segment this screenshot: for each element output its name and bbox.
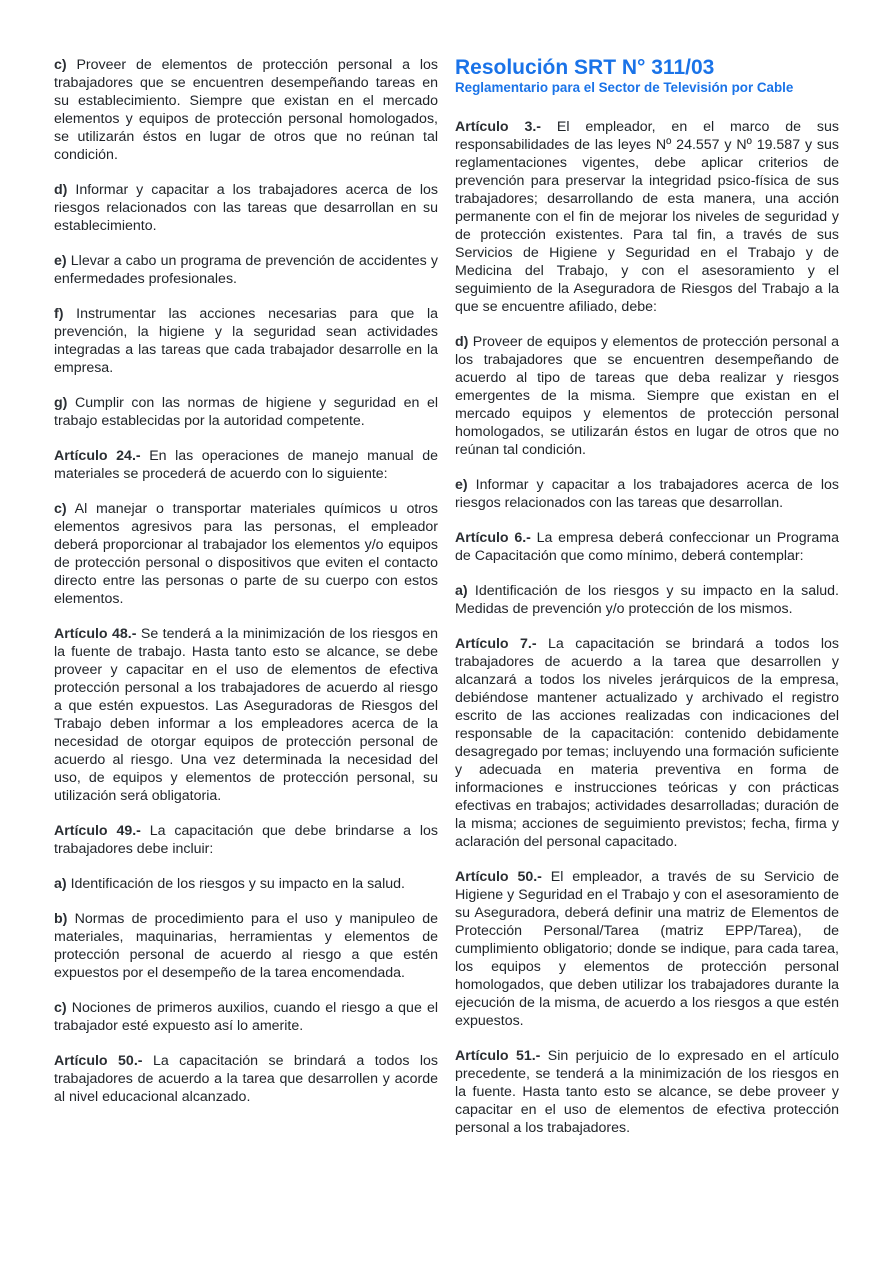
- paragraph-a-identificacion-riesgos: [54, 875, 438, 893]
- paragraph-lead: a): [54, 876, 67, 892]
- paragraph-d-proveer-equipos: [455, 333, 839, 459]
- paragraph-lead: Artículo 50.-: [455, 869, 542, 885]
- paragraph-text: Identificación de los riesgos y su impacto en la salud.: [66, 876, 405, 892]
- paragraph-c-primeros-auxilios: [54, 999, 438, 1035]
- paragraph-articulo-50-matriz: [455, 868, 839, 1030]
- section-heading-subtitle: Reglamentario para el Sector de Televisión por Cable: [455, 80, 794, 95]
- paragraph-lead: e): [455, 477, 468, 493]
- right-column: [455, 56, 839, 1154]
- paragraph-articulo-50-capacitacion: [54, 1052, 438, 1106]
- paragraph-lead: g): [54, 395, 68, 411]
- paragraph-text: Cumplir con las normas de higiene y seguridad en el trabajo establecidas por la autoridad competente.: [54, 395, 438, 429]
- paragraph-text: Se tenderá a la minimización de los riesgos en la fuente de trabajo. Hasta tanto esto se alcance, se debe proveer y capacitar en el uso de elementos de efectiva protección personal a los trabajadores de acuerdo al riesgo a que estén expuestos. Las Aseguradoras de Riesgos del Trabajo deben informar a los empleadores acerca de la necesidad de otorgar equipos de protección personal de acuerdo al riesgo. Una vez determinada la necesidad del uso, de equipos y elementos de protección personal, su utilización será obligatoria.: [54, 626, 438, 804]
- paragraph-text: La capacitación se brindará a todos los trabajadores de acuerdo a la tarea que desarrollen y alcanzará a todos los niveles jerárquicos de la empresa, debiéndose mantener actualizado y archivado el registro escrito de las acciones realizadas con indicaciones del responsable de la capacitación: contenido debidamente desagregado por temas; incluyendo una formación suficiente y adecuada en materia preventiva en forma de informaciones e instrucciones teóricas y con prácticas efectivas en trabajos; actividades desarrolladas; duración de la misma; acciones de seguimiento previstos; fecha, firma y aclaración del personal capacitado.: [455, 636, 839, 850]
- paragraph-text: Normas de procedimiento para el uso y manipuleo de materiales, maquinarias, herramientas y elementos de protección personal de acuerdo al riesgo a que estén expuestos por el desempeño de la tarea encomendada.: [54, 911, 438, 981]
- paragraph-text: Sin perjuicio de lo expresado en el artículo precedente, se tenderá a la minimización de los riesgos en la fuente. Hasta tanto esto se alcance, se debe proveer y capacitar en el uso de elementos de efectiva protección personal a los trabajadores.: [455, 1048, 839, 1136]
- paragraph-articulo-7: [455, 635, 839, 851]
- paragraph-text: Identificación de los riesgos y su impacto en la salud. Medidas de prevención y/o protección de los mismos.: [455, 583, 839, 617]
- paragraph-text: Informar y capacitar a los trabajadores acerca de los riesgos relacionados con las tareas que desarrollan en su establecimiento.: [54, 182, 438, 234]
- paragraph-lead: a): [455, 583, 468, 599]
- paragraph-text: La capacitación se brindará a todos los trabajadores de acuerdo a la tarea que desarrollen y acorde al nivel educacional alcanzado.: [54, 1053, 438, 1105]
- paragraph-lead: Artículo 48.-: [54, 626, 137, 642]
- paragraph-articulo-24: [54, 447, 438, 483]
- paragraph-c-proveer-elementos: [54, 56, 438, 164]
- paragraph-text: En las operaciones de manejo manual de materiales se procederá de acuerdo con lo siguiente:: [54, 448, 438, 482]
- paragraph-text: Informar y capacitar a los trabajadores acerca de los riesgos relacionados con las tareas que desarrollan.: [455, 477, 839, 511]
- paragraph-lead: Artículo 50.-: [54, 1053, 143, 1069]
- paragraph-lead: Artículo 3.-: [455, 119, 542, 135]
- paragraph-f-instrumentar-acciones: [54, 305, 438, 377]
- paragraph-text: Llevar a cabo un programa de prevención de accidentes y enfermedades profesionales.: [54, 253, 438, 287]
- paragraph-articulo-48: [54, 625, 438, 805]
- paragraph-c-materiales-quimicos: [54, 500, 438, 608]
- paragraph-d-informar-capacitar: [54, 181, 438, 235]
- paragraph-g-cumplir-normas: [54, 394, 438, 430]
- paragraph-e-informar-capacitar: [455, 476, 839, 512]
- paragraph-lead: Artículo 7.-: [455, 636, 537, 652]
- paragraph-lead: c): [54, 1000, 67, 1016]
- paragraph-articulo-3: [455, 118, 839, 316]
- paragraph-text: Nociones de primeros auxilios, cuando el riesgo a que el trabajador esté expuesto así lo amerite.: [54, 1000, 438, 1034]
- paragraph-text: Instrumentar las acciones necesarias para que la prevención, la higiene y la seguridad sean actividades integradas a las tareas que cada trabajador desarrolle en la empresa.: [54, 306, 438, 376]
- paragraph-text: Proveer de equipos y elementos de protección personal a los trabajadores que se encuentren desempeñando de acuerdo al tipo de tareas que deba realizar y riesgos emergentes de la misma. Siempre que existan en el mercado equipos y elementos de protección personal homologados, se utilizarán éstos en lugar de otros que no reúnan tal condición.: [455, 334, 839, 458]
- paragraph-articulo-6: [455, 529, 839, 565]
- paragraph-lead: b): [54, 911, 68, 927]
- paragraph-text: Proveer de elementos de protección personal a los trabajadores que se encuentren desempeñando tareas en su establecimiento. Siempre que existan en el mercado elementos y equipos de protección personal homologados, se utilizarán éstos en lugar de otros que no reúnan tal condición.: [54, 57, 438, 163]
- paragraph-text: La empresa deberá confeccionar un Programa de Capacitación que como mínimo, deberá contemplar:: [455, 530, 839, 564]
- paragraph-text: La capacitación que debe brindarse a los trabajadores debe incluir:: [54, 823, 438, 857]
- paragraph-lead: c): [54, 57, 67, 73]
- paragraph-lead: d): [54, 182, 68, 198]
- paragraph-b-normas-procedimiento: [54, 910, 438, 982]
- paragraph-lead: Artículo 49.-: [54, 823, 141, 839]
- left-column: [54, 56, 438, 1123]
- paragraph-text: Al manejar o transportar materiales químicos u otros elementos agresivos para las personas, el empleador deberá proporcionar al trabajador los elementos y/o equipos de protección personal o dispositivos que eviten el contacto directo entre las personas o parte de su cuerpo con estos elementos.: [54, 501, 438, 607]
- paragraph-e-programa-prevencion: [54, 252, 438, 288]
- paragraph-a-identificacion-medidas: [455, 582, 839, 618]
- paragraph-lead: c): [54, 501, 67, 517]
- paragraph-lead: e): [54, 253, 67, 269]
- paragraph-articulo-51: [455, 1047, 839, 1137]
- paragraph-text: El empleador, en el marco de sus responsabilidades de las leyes Nº 24.557 y Nº 19.587 y sus reglamentaciones vigentes, debe aplicar criterios de prevención para preservar la integridad psico-física de sus trabajadores; desarrollando de esta manera, una acción permanente con el fin de mejorar los niveles de seguridad y de protección existentes. Para tal fin, a través de sus Servicios de Higiene y Seguridad en el Trabajo y de Medicina del Trabajo, y con el asesoramiento y el seguimiento de la Aseguradora de Riesgos del Trabajo a la que se encuentre afiliado, debe:: [455, 119, 839, 315]
- paragraph-lead: d): [455, 334, 469, 350]
- paragraph-lead: Artículo 24.-: [54, 448, 141, 464]
- paragraph-articulo-49: [54, 822, 438, 858]
- paragraph-lead: f): [54, 306, 64, 322]
- paragraph-text: El empleador, a través de su Servicio de Higiene y Seguridad en el Trabajo y con el asesoramiento de su Aseguradora, deberá definir una matriz de Elementos de Protección Personal/Tarea (matriz EPP/Tarea), de cumplimiento obligatorio; donde se indique, para cada tarea, los equipos y elementos de protección personal homologados, que deben utilizar los trabajadores durante la ejecución de la misma, de acuerdo a los riesgos a que estén expuestos.: [455, 869, 839, 1029]
- paragraph-lead: Artículo 51.-: [455, 1048, 541, 1064]
- paragraph-lead: Artículo 6.-: [455, 530, 531, 546]
- section-heading-title: Resolución SRT N° 311/03: [455, 56, 715, 79]
